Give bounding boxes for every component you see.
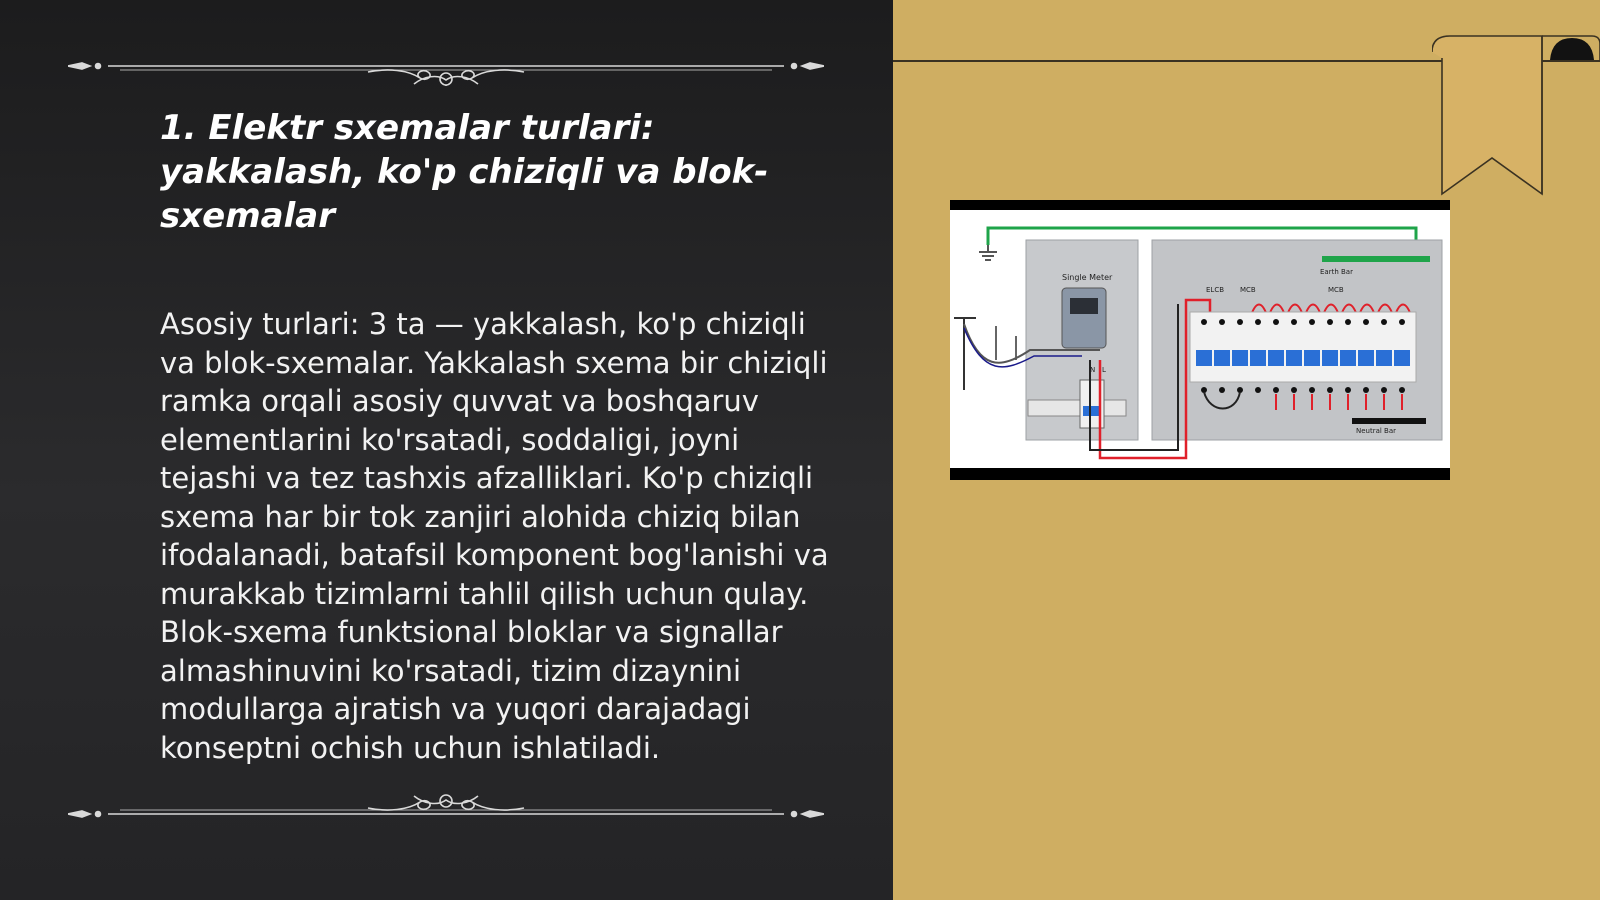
elcb-label: ELCB xyxy=(1206,286,1225,294)
ornament-divider-icon xyxy=(68,46,824,86)
neutral-bar-label: Neutral Bar xyxy=(1356,427,1397,435)
slide-title: 1. Elektr sxemalar turlari: yakkalash, ko'p chiziqli va blok-sxemalar xyxy=(160,108,769,236)
mcb-right-label: MCB xyxy=(1328,286,1344,294)
earth-bar-label: Earth Bar xyxy=(1320,268,1353,276)
svg-text:N: N xyxy=(1090,366,1096,374)
slide-body-text: Asosiy turlari: 3 ta — yakkalash, ko'p chiziqli va blok-sxemalar. Yakkalash sxema bir chiziqli ramka orqali asosiy quvvat va boshqaruv elementlarini ko'rsatadi, soddaligi, joyni tejashi va tez tashxis afzalliklari. Ko'p chiziqli sxema har bir tok zanjiri alohida chiziq bilan ifodalanadi, batafsil komponent bog'lanishi va murakkab tizimlarni tahlil qilish uchun qulay. Blok-sxema funktsional bloklar va signallar almashinuvini ko'rsatadi, tizim dizaynini modullarga ajratish va yuqori darajadagi konseptni ochish uchun ishlatiladi. xyxy=(160,307,829,765)
ornament-divider-icon xyxy=(68,790,824,830)
svg-text:L: L xyxy=(1102,366,1106,374)
electrical-diagram xyxy=(950,200,1450,480)
meter-label: Single Meter xyxy=(1062,273,1113,282)
bookmark-icon xyxy=(1432,34,1600,202)
mcb-left-label: MCB xyxy=(1240,286,1256,294)
